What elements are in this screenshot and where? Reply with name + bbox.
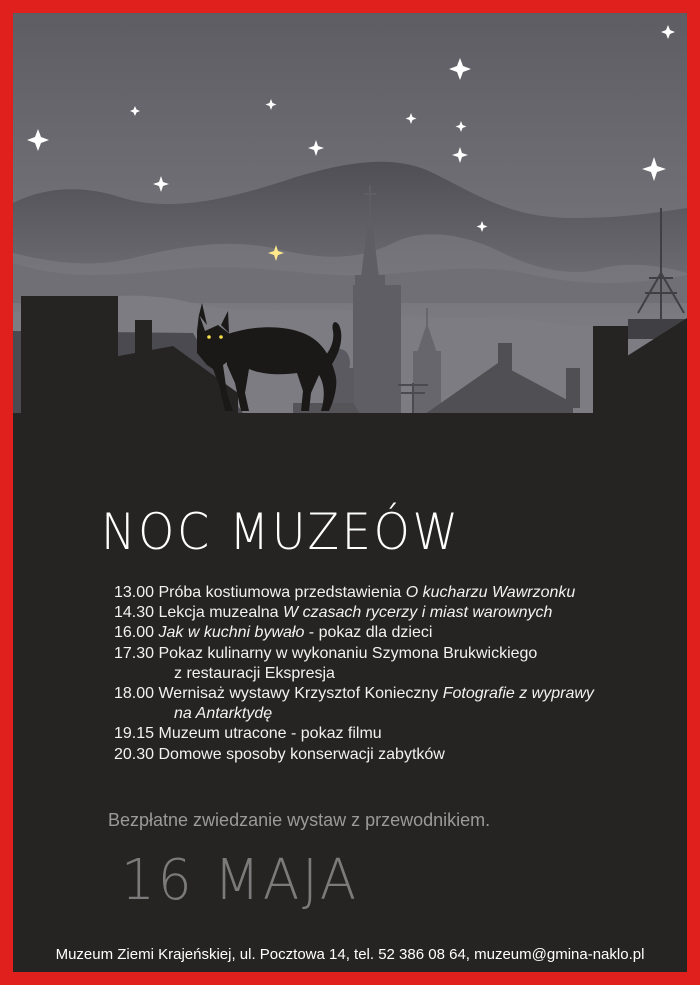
- event-title: Jak w kuchni bywało: [158, 624, 305, 642]
- event-text: Muzeum utracone - pokaz filmu: [154, 725, 382, 743]
- poster-title: NOC MUZEÓW: [101, 503, 461, 561]
- event-time: 13.00: [114, 584, 155, 601]
- event-title: W czasach rycerzy i miast warownych: [283, 604, 553, 622]
- schedule-item: [114, 684, 684, 724]
- schedule-item: [114, 745, 684, 765]
- event-schedule: [114, 583, 684, 765]
- event-text: Lekcja muzealna: [154, 604, 284, 622]
- schedule-item: [114, 623, 684, 643]
- event-time: 14.30: [114, 604, 155, 622]
- schedule-item: [114, 724, 684, 744]
- schedule-item: [114, 583, 684, 603]
- free-guided-tour-note: Bezpłatne zwiedzanie wystaw z przewodnikiem.: [108, 810, 491, 830]
- schedule-item: [114, 644, 684, 684]
- event-title-continuation: na Antarktydę: [174, 705, 273, 723]
- event-time: 16.00: [114, 624, 155, 642]
- event-text-continuation: z restauracji Ekspresja: [174, 664, 335, 682]
- event-text: Wernisaż wystawy Krzysztof Konieczny: [154, 685, 443, 703]
- event-text: Próba kostiumowa przedstawienia: [154, 584, 406, 601]
- cat-eye: [207, 335, 211, 339]
- event-date: 16 MAJA: [121, 848, 360, 913]
- chimney: [566, 368, 580, 408]
- event-time: 19.15: [114, 725, 155, 743]
- event-text-suffix: - pokaz dla dzieci: [304, 624, 433, 642]
- event-time: 17.30: [114, 644, 155, 662]
- night-rooftop-illustration: [13, 13, 687, 493]
- event-title: Fotografie z wyprawy: [442, 685, 594, 703]
- chimney: [498, 343, 512, 373]
- event-text: Domowe sposoby konserwacji zabytków: [154, 745, 445, 763]
- event-time: 20.30: [114, 745, 155, 763]
- poster-panel: [13, 13, 687, 972]
- museum-contact-footer: Muzeum Ziemi Krajeńskiej, ul. Pocztowa 14, tel. 52 386 08 64, muzeum@gmina-naklo.pl: [55, 946, 645, 963]
- event-title: O kucharzu Wawrzonku: [405, 584, 576, 601]
- event-text: Pokaz kulinarny w wykonaniu Szymona Brukwickiego: [154, 644, 538, 662]
- event-time: 18.00: [114, 685, 155, 703]
- cat-eye: [219, 335, 223, 339]
- schedule-item: [114, 603, 684, 623]
